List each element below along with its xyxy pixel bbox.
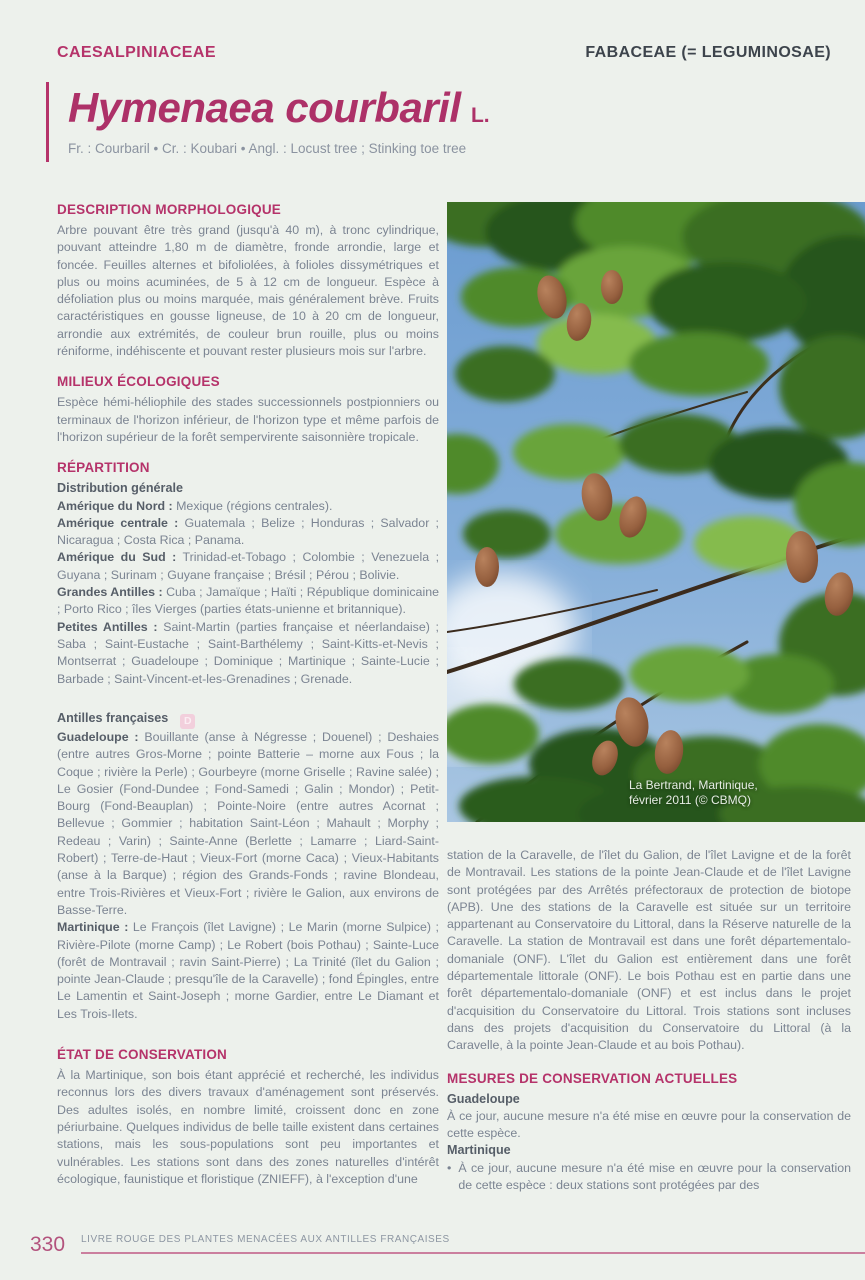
mesures-guadeloupe-subheading: Guadeloupe xyxy=(447,1091,520,1106)
distribution-entry: Grandes Antilles : Cuba ; Jamaïque ; Haïti ; République dominicaine ; Porto Rico ; îles Vierges (parties états-unienne et britannique). xyxy=(57,585,439,617)
page-number: 330 xyxy=(30,1233,66,1256)
page-title xyxy=(68,84,865,132)
footer-title: LIVRE ROUGE DES PLANTES MENACÉES AUX ANTILLES FRANÇAISES xyxy=(81,1234,865,1254)
antilles-entry-martinique: Martinique : Le François (îlet Lavigne) ; Le Marin (morne Sulpice) ; Rivière-Pilote (morne Camp) ; Le Robert (bois Pothau) ; Sainte-Luce (forêt de Montravail ; ravin Saint-Pierre) ; La Trinité (îlet du Galion ; pointe Jean-Claude ; presqu'île de la Caravelle) ; fond Épingles, entre Le Lamentin et Saint-Joseph ; morne Gardier, entre Le Diamant et Les Trois-Ilets. xyxy=(57,920,439,1021)
section-milieux-heading: MILIEUX ÉCOLOGIQUES xyxy=(57,374,220,390)
section-milieux xyxy=(57,374,439,446)
section-description xyxy=(57,202,439,360)
tree-photo-illustration xyxy=(447,202,865,822)
bullet-icon: • xyxy=(447,1160,452,1175)
section-repartition-heading: RÉPARTITION xyxy=(57,460,150,476)
tree-photo xyxy=(447,202,865,822)
distribution-entry: Petites Antilles : Saint-Martin (parties française et néerlandaise) ; Saba ; Saint-Eustache ; Saint-Barthélemy ; Saint-Kitts-et-Nevis ; Montserrat ; Guadeloupe ; Dominique ; Martinique ; Sainte-Lucie ; Barbade ; Saint-Vincent-et-les-Grenadines ; Grenade. xyxy=(57,619,439,686)
species-title-block xyxy=(46,82,865,162)
family-name-right: FABACEAE (= LEGUMINOSAE) xyxy=(585,44,831,61)
mesures-guadeloupe-text: À ce jour, aucune mesure n'a été mise en œuvre pour la conservation de cette espèce. xyxy=(447,1108,851,1141)
section-etat-conservation xyxy=(57,1047,439,1188)
species-scientific-name: Hymenaea courbaril xyxy=(68,84,461,131)
section-etat-heading: ÉTAT DE CONSERVATION xyxy=(57,1047,228,1063)
photo-caption-line1: La Bertrand, Martinique, xyxy=(629,778,758,792)
section-mesures-heading: MESURES DE CONSERVATION ACTUELLES xyxy=(447,1070,738,1086)
mesures-martinique-subheading: Martinique xyxy=(447,1143,511,1158)
right-column xyxy=(447,202,865,1194)
distribution-entry: Amérique du Sud : Trinidad-et-Tobago ; Colombie ; Venezuela ; Guyana ; Surinam ; Guyane française ; Brésil ; Pérou ; Bolivie. xyxy=(57,550,440,582)
section-etat-body: À la Martinique, son bois étant apprécié et recherché, les individus reconnus lors des divers travaux d'aménagement sont préservés. Des adultes isolés, en nombre limité, croissent donc en zone périurbaine. Quelques individus de belle taille existent dans certaines stations, mais les sous-populations sont peu importantes et vulnérables. Les stations sont dans des zones naturelles d'intérêt écologique, faunistique et floristique (ZNIEFF), à l'exception d'une xyxy=(57,1068,439,1186)
antilles-francaises-subheading: Antilles françaises D xyxy=(57,710,439,729)
species-authority: L. xyxy=(470,104,490,127)
page-header xyxy=(0,0,865,62)
distribution-entry: Amérique centrale : Guatemala ; Belize ; Honduras ; Salvador ; Nicaragua ; Costa Rica ; Panama. xyxy=(57,515,440,548)
section-description-heading: DESCRIPTION MORPHOLOGIQUE xyxy=(57,202,282,217)
left-column xyxy=(57,202,447,1194)
mesures-martinique-text: À ce jour, aucune mesure n'a été mise en œuvre pour la conservation de cette espèce : deux stations sont protégées par des xyxy=(458,1160,851,1193)
section-description-body: Arbre pouvant être très grand (jusqu'à 40 m), à tronc cylindrique, pouvant atteindre 1,80 m de diamètre, fronde arrondie, large et foncée. Feuilles alternes et bifoliolées, à folioles dissymétriques et plus ou moins acuminées, de 5 à 12 cm de longueur. Espèce à défoliation plus ou moins marquée, mais généralement brève. Fruits caractéristiques en gousse ligneuse, de 10 à 20 cm de longueur, arrondie aux extrémités, de couleur brun rouille, plus ou moins réniforme, indéhiscente et pouvant rester plusieurs mois sur l'arbre. xyxy=(57,223,439,359)
distribution-entry: Amérique du Nord : Mexique (régions centrales). xyxy=(57,498,333,513)
photo-caption-line2: février 2011 (© CBMQ) xyxy=(629,793,751,807)
page-footer xyxy=(30,1234,865,1254)
distribution-map-badge: D xyxy=(180,714,195,729)
photo-caption xyxy=(629,778,758,808)
section-milieux-body: Espèce hémi-héliophile des stades successionnels postpionniers ou terminaux de l'horizon inférieur, de l'horizon type et même parfois de l'horizon supérieur de la forêt sempervirente saisonnière tropicale. xyxy=(57,395,439,444)
family-name-left: CAESALPINIACEAE xyxy=(57,44,216,61)
section-repartition xyxy=(57,460,439,688)
right-column-text xyxy=(447,847,865,1194)
etat-continuation: station de la Caravelle, de l'îlet du Galion, de l'îlet Lavigne et de la forêt de Montravail. Les stations de la pointe Jean-Claude et de l'îlet Lavigne sont protégées par des Arrêtés préfectoraux de protection de biotope (APB). Une des stations de la Caravelle est située sur un territoire appartenant au Conservatoire du Littoral, dans la Réserve naturelle de la Caravelle. La station de Montravail est dans une forêt départementalo-domaniale (ONF). L'îlet du Galion est entièrement dans une forêt départementale littorale (ONF). Le bois Pothau est en partie dans une forêt départementalo-domaniale (ONF) et est inclus dans le projet d'acquisition du Conservatoire du Littoral. Trois stations sont incluses dans des projets d'acquisition du Conservatoire du Littoral (à la Caravelle, à la pointe Jean-Claude et au bois Pothau). xyxy=(447,848,851,1053)
vernacular-names: Fr. : Courbaril • Cr. : Koubari • Angl. : Locust tree ; Stinking toe tree xyxy=(68,141,467,156)
mesures-martinique-bullet-item xyxy=(447,1160,851,1195)
antilles-entry-guadeloupe: Guadeloupe : Bouillante (anse à Négresse ; Douenel) ; Deshaies (entre autres Gros-Morne ; pointe Batterie – morne aux Fous ; la Coque ; rivière la Perle) ; Gourbeyre (morne Griselle ; Ravine salée) ; Le Gosier (Fond-Dundee ; Fond-Samedi ; Galin ; Mondor) ; Petit-Bourg (Fond-Beauplan) ; Pointe-Noire (entre autres Acornat ; Bellevue ; Gommier ; habitation Saint-Léon ; Mahault ; Morphy ; Redeau ; Varin) ; Sainte-Anne (Berlette ; Lamarre ; Liard-Saint-Robert) ; Terre-de-Haut ; Vieux-Fort (morne Caca) ; Vieux-Habitants (anse à la Barque) ; région des Grands-Fonds ; ravine Blondeau, entre Trois-Rivières et Vieux-Fort ; rivière le Galion, aux environs de Basse-Terre. xyxy=(57,729,439,917)
section-antilles-francaises xyxy=(57,710,439,1023)
content-columns xyxy=(0,202,865,1194)
distribution-generale-subheading: Distribution générale xyxy=(57,481,183,496)
